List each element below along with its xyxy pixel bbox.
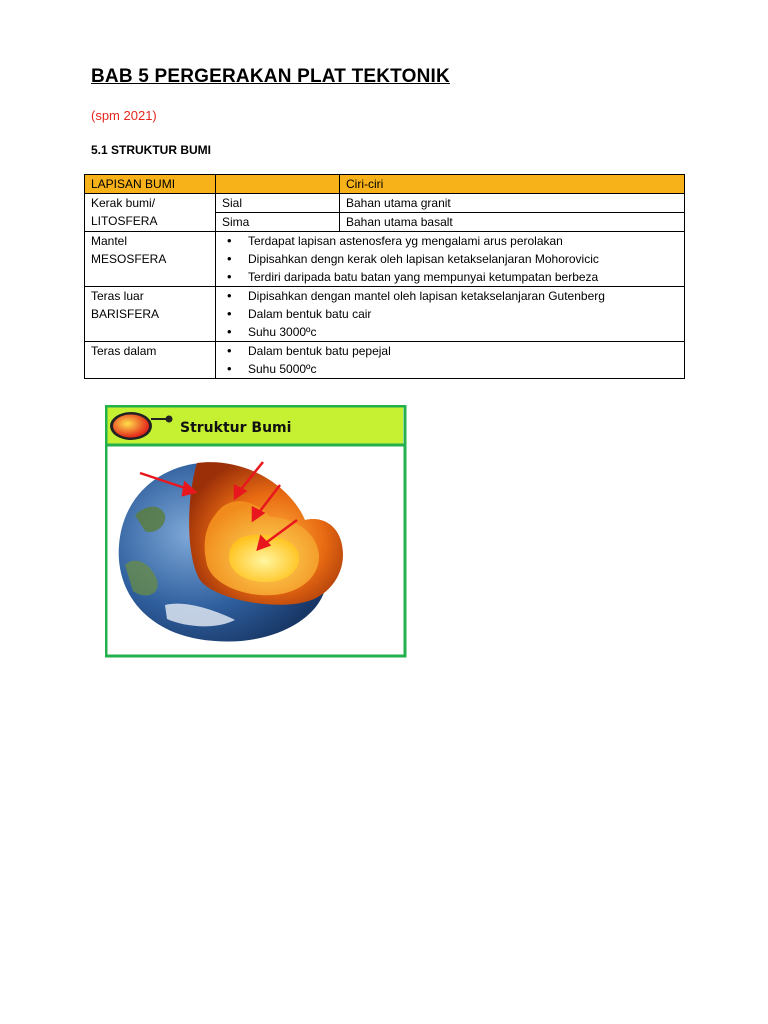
list-item: • Dalam bentuk batu cair bbox=[222, 305, 678, 323]
list-item: • Terdapat lapisan astenosfera yg mengalami arus perolakan bbox=[222, 232, 678, 250]
outer-core-characteristics bbox=[216, 287, 685, 342]
layer-name: Teras dalam bbox=[91, 344, 157, 358]
list-item: • Suhu 3000ºc bbox=[222, 323, 678, 341]
list-item: • Dalam bentuk batu pepejal bbox=[222, 342, 678, 360]
layer-scientific-name: MESOSFERA bbox=[91, 252, 167, 266]
layer-name: Kerak bumi/ bbox=[91, 196, 156, 210]
layer-name: Mantel bbox=[91, 234, 128, 248]
layer-crust bbox=[85, 194, 216, 232]
sial-description: Bahan utama granit bbox=[340, 194, 685, 213]
list-item: • Dipisahkan dengan mantel oleh lapisan ketakselanjaran Gutenberg bbox=[222, 287, 678, 305]
page-title: BAB 5 PERGERAKAN PLAT TEKTONIK bbox=[91, 66, 450, 87]
layer-scientific-name: BARISFERA bbox=[91, 307, 160, 321]
figure-title: Struktur Bumi bbox=[180, 420, 292, 436]
page-subtitle: (spm 2021) bbox=[91, 108, 157, 123]
section-heading: 5.1 STRUKTUR BUMI bbox=[91, 143, 212, 157]
table-row bbox=[85, 232, 685, 287]
layer-name: Teras luar bbox=[91, 289, 144, 303]
mantle-characteristics bbox=[216, 232, 685, 287]
table-header-row bbox=[85, 175, 685, 194]
list-item: • Dipisahkan dengn kerak oleh lapisan ketakselanjaran Mohorovicic bbox=[222, 250, 678, 268]
layer-mantle bbox=[85, 232, 216, 287]
layer-scientific-name: LITOSFERA bbox=[91, 214, 158, 228]
sublayer-sial: Sial bbox=[216, 194, 340, 213]
layer-outer-core bbox=[85, 287, 216, 342]
header-layer: LAPISAN BUMI bbox=[85, 175, 216, 194]
inner-core-characteristics bbox=[216, 342, 685, 379]
sublayer-sima: Sima bbox=[216, 213, 340, 232]
layer-inner-core bbox=[85, 342, 216, 379]
table-row bbox=[85, 287, 685, 342]
list-item: • Suhu 5000ºc bbox=[222, 360, 678, 378]
header-characteristics: Ciri-ciri bbox=[340, 175, 685, 194]
sima-description: Bahan utama basalt bbox=[340, 213, 685, 232]
earth-layers-table bbox=[84, 174, 685, 379]
table-row bbox=[85, 342, 685, 379]
list-item: • Terdiri daripada batu batan yang mempunyai ketumpatan berbeza bbox=[222, 268, 678, 286]
header-blank bbox=[216, 175, 340, 194]
earth-structure-figure bbox=[105, 405, 407, 658]
table-row bbox=[85, 194, 685, 213]
